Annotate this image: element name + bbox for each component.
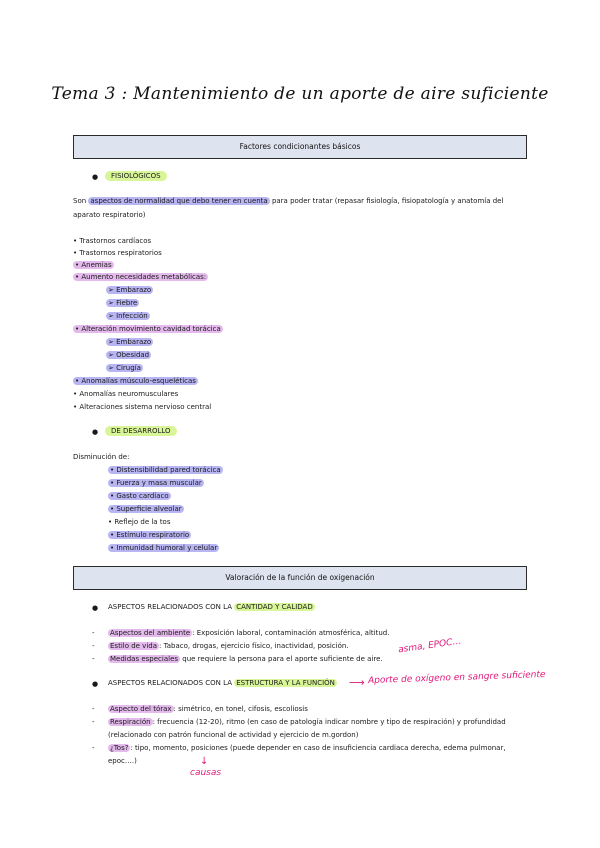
list-item: • Reflejo de la tos	[108, 518, 171, 526]
subsection-fisiologicos: FISIOLÓGICOS	[105, 172, 167, 181]
handwritten-note-causas: causas	[190, 768, 222, 778]
list-item: • Distensibilidad pared torácica	[110, 466, 221, 474]
down-arrow-icon: ↓	[200, 756, 209, 767]
list-item: • Aumento necesidades metabólicas:	[75, 273, 207, 281]
list-item: • Trastornos cardíacos	[73, 237, 152, 245]
list-item: • Fuerza y masa muscular	[110, 479, 202, 487]
dash: -	[92, 705, 95, 713]
list-item: • Alteración movimiento cavidad torácica	[75, 325, 221, 333]
section-header-factores: Factores condicionantes básicos	[73, 135, 527, 159]
handwritten-note-asma: asma, EPOC…	[397, 636, 463, 656]
list-item: • Superficie alveolar	[110, 505, 182, 513]
sub-list-item: ➢ Fiebre	[108, 299, 138, 307]
dash: -	[92, 744, 95, 752]
arrow-icon: ⟶	[349, 676, 365, 689]
list-item: • Inmunidad humoral y celular	[110, 544, 218, 552]
intro-paragraph: Son aspectos de normalidad que debo tener en cuenta para poder tratar (repasar fisiología, fisiopatología y anatomía del	[73, 197, 504, 205]
aspectos-cantidad-heading: ASPECTOS RELACIONADOS CON LA CANTIDAD Y CALIDAD	[108, 603, 313, 611]
list-item: • Estímulo respiratorio	[110, 531, 190, 539]
medidas-especiales: Medidas especiales que requiere la persona para el aporte suficiente de aire.	[110, 655, 383, 663]
handwritten-note-aporte: Aporte de oxígeno en sangre suficiente	[367, 669, 546, 687]
dash: -	[92, 655, 95, 663]
list-item: • Anomalías neuromusculares	[73, 390, 179, 398]
aspectos-estructura-heading: ASPECTOS RELACIONADOS CON LA ESTRUCTURA Y LA FUNCIÓN	[108, 679, 335, 687]
subsection-desarrollo: DE DESARROLLO	[105, 427, 177, 436]
bullet-dot: ●	[92, 428, 99, 436]
dash: -	[92, 642, 95, 650]
respiracion-cont: (relacionado con patrón funcional de actividad y ejercicio de m.gordon)	[108, 731, 359, 739]
sub-list-item: ➢ Embarazo	[108, 286, 152, 294]
list-item: • Alteraciones sistema nervioso central	[73, 403, 212, 411]
page-title: Tema 3 : Mantenimiento de un aporte de aire suficiente	[51, 84, 549, 104]
sub-list-item: ➢ Infección	[108, 312, 148, 320]
list-item: • Anemias	[75, 261, 112, 269]
estilo-de-vida: Estilo de vida : Tabaco, drogas, ejercicio físico, inactividad, posición.	[110, 642, 349, 650]
bullet-dot: ●	[92, 604, 99, 612]
dash: -	[92, 718, 95, 726]
sub-list-item: ➢ Obesidad	[108, 351, 150, 359]
bullet-dot: ●	[92, 173, 99, 181]
sub-list-item: ➢ Cirugía	[108, 364, 141, 372]
sub-list-item: ➢ Embarazo	[108, 338, 152, 346]
list-item: • Trastornos respiratorios	[73, 249, 162, 257]
dash: -	[92, 629, 95, 637]
aspecto-torax: Aspecto del tórax : simétrico, en tonel, cifosis, escoliosis	[110, 705, 308, 713]
list-item: • Anomalías músculo-esqueléticas	[75, 377, 196, 385]
section-header-valoracion: Valoración de la función de oxigenación	[73, 566, 527, 590]
intro-paragraph-cont: aparato respiratorio)	[73, 211, 146, 219]
list-item: • Gasto cardíaco	[110, 492, 169, 500]
aspectos-ambiente: Aspectos del ambiente : Exposición laboral, contaminación atmosférica, altitud.	[110, 629, 390, 637]
bullet-dot: ●	[92, 680, 99, 688]
respiracion: Respiración : frecuencia (12-20), ritmo (en caso de patología indicar nombre y tipo de respiración) y profundidad	[110, 718, 506, 726]
tos: ¿Tos? : tipo, momento, posiciones (puede depender en caso de insuficiencia cardiaca derecha, edema pulmonar,	[110, 744, 506, 752]
disminucion-label: Disminución de:	[73, 453, 130, 461]
tos-cont: epoc….)	[108, 757, 137, 765]
